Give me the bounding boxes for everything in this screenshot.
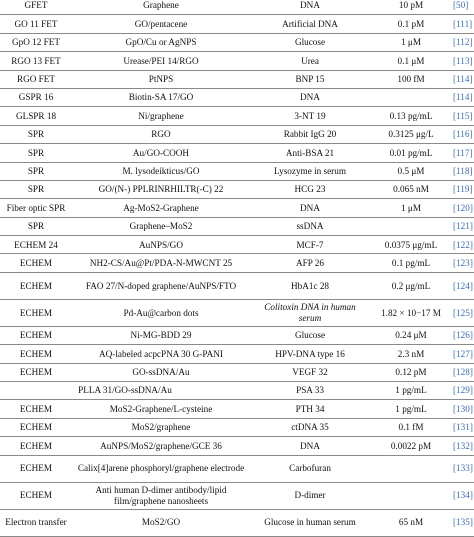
analyte-cell: Artificial DNA bbox=[250, 15, 370, 33]
table-row bbox=[0, 107, 474, 125]
lod-cell: 0.3125 μg/L bbox=[370, 125, 452, 143]
reference-link[interactable]: [130] bbox=[452, 400, 474, 418]
material-cell: GO-ssDNA/Au bbox=[72, 363, 250, 381]
method-cell: SPR bbox=[0, 125, 72, 143]
reference-link[interactable]: [133] bbox=[452, 455, 474, 482]
reference-link[interactable]: [127] bbox=[452, 345, 474, 363]
lod-cell: 100 fM bbox=[370, 70, 452, 88]
material-cell: Pd-Au@carbon dots bbox=[72, 299, 250, 326]
analyte-cell: DNA bbox=[250, 437, 370, 455]
lod-cell bbox=[370, 482, 452, 509]
method-cell: GLSPR 18 bbox=[0, 107, 72, 125]
table-row bbox=[0, 144, 474, 162]
material-cell: Graphene–MoS2 bbox=[72, 217, 250, 235]
material-cell: MoS2/graphene bbox=[72, 418, 250, 436]
lod-cell bbox=[370, 88, 452, 106]
material-cell: MoS2-Graphene/L-cysteine bbox=[72, 400, 250, 418]
analyte-cell: Rabbit IgG 20 bbox=[250, 125, 370, 143]
method-cell: GFET bbox=[0, 0, 72, 15]
method-cell: GO 11 FET bbox=[0, 15, 72, 33]
lod-cell: 1 μM bbox=[370, 199, 452, 217]
reference-link[interactable]: [123] bbox=[452, 254, 474, 272]
table-row bbox=[0, 455, 474, 482]
table-row bbox=[0, 199, 474, 217]
table-row bbox=[0, 299, 474, 326]
analyte-cell: VEGF 32 bbox=[250, 363, 370, 381]
reference-link[interactable]: [112] bbox=[452, 33, 474, 51]
lod-cell: 0.1 fM bbox=[370, 418, 452, 436]
reference-link[interactable]: [115] bbox=[452, 107, 474, 125]
analyte-cell: Anti-BSA 21 bbox=[250, 144, 370, 162]
analyte-cell: AFP 26 bbox=[250, 254, 370, 272]
analyte-cell: PTH 34 bbox=[250, 400, 370, 418]
reference-link[interactable]: [118] bbox=[452, 162, 474, 180]
material-cell: M. lysodeikticus/GO bbox=[72, 162, 250, 180]
table-row bbox=[0, 400, 474, 418]
material-cell: Biotin-SA 17/GO bbox=[72, 88, 250, 106]
reference-link[interactable]: [128] bbox=[452, 363, 474, 381]
material-cell: Ni/graphene bbox=[72, 107, 250, 125]
analyte-cell: HPV-DNA type 16 bbox=[250, 345, 370, 363]
material-cell: AuNPS/MoS2/graphene/GCE 36 bbox=[72, 437, 250, 455]
analyte-cell: Colitoxin DNA in human serum bbox=[250, 299, 370, 326]
analyte-cell: DNA bbox=[250, 199, 370, 217]
material-cell: Anti human D-dimer antibody/lipid film/graphene nanosheets bbox=[72, 482, 250, 509]
method-cell: Fiber optic SPR bbox=[0, 199, 72, 217]
lod-cell: 1 μM bbox=[370, 33, 452, 51]
lod-cell: 0.1 pg/mL bbox=[370, 254, 452, 272]
analyte-cell: Urea bbox=[250, 52, 370, 70]
lod-cell: 1 pg/mL bbox=[370, 382, 452, 400]
reference-link[interactable]: [121] bbox=[452, 217, 474, 235]
method-cell: ECHEM bbox=[0, 345, 72, 363]
table-row bbox=[0, 15, 474, 33]
method-cell: ECHEM bbox=[0, 455, 72, 482]
lod-cell: 0.065 nM bbox=[370, 180, 452, 198]
analyte-cell: Carbofuran bbox=[250, 455, 370, 482]
reference-link[interactable]: [50] bbox=[452, 0, 474, 15]
analyte-cell: 3-NT 19 bbox=[250, 107, 370, 125]
table-row bbox=[0, 363, 474, 381]
reference-link[interactable]: [132] bbox=[452, 437, 474, 455]
lod-cell: 2.3 nM bbox=[370, 345, 452, 363]
analyte-cell: Glucose bbox=[250, 33, 370, 51]
table-row bbox=[0, 125, 474, 143]
table-row bbox=[0, 162, 474, 180]
material-cell: GpO/Cu or AgNPS bbox=[72, 33, 250, 51]
reference-link[interactable]: [131] bbox=[452, 418, 474, 436]
table-row bbox=[0, 0, 474, 15]
reference-link[interactable]: [114] bbox=[452, 70, 474, 88]
method-cell: ECHEM bbox=[0, 418, 72, 436]
analyte-cell: MCF-7 bbox=[250, 236, 370, 254]
table-row bbox=[0, 418, 474, 436]
lod-cell: 0.2 μg/mL bbox=[370, 272, 452, 299]
analyte-cell: Glucose in human serum bbox=[250, 509, 370, 536]
material-cell: AuNPS/GO bbox=[72, 236, 250, 254]
method-cell: RGO 13 FET bbox=[0, 52, 72, 70]
reference-link[interactable]: [124] bbox=[452, 272, 474, 299]
lod-cell: 0.5 μM bbox=[370, 162, 452, 180]
lod-cell bbox=[370, 217, 452, 235]
method-cell: ECHEM bbox=[0, 254, 72, 272]
table-row bbox=[0, 236, 474, 254]
lod-cell: 1 pg/mL bbox=[370, 400, 452, 418]
material-cell: Graphene bbox=[72, 0, 250, 15]
table-row bbox=[0, 88, 474, 106]
lod-cell: 1.82 × 10−17 M bbox=[370, 299, 452, 326]
method-cell: GpO 12 FET bbox=[0, 33, 72, 51]
analyte-cell: DNA bbox=[250, 88, 370, 106]
table-row bbox=[0, 254, 474, 272]
reference-link[interactable]: [122] bbox=[452, 236, 474, 254]
table-row bbox=[0, 382, 474, 400]
analyte-cell: DNA bbox=[250, 0, 370, 15]
method-cell: ECHEM bbox=[0, 363, 72, 381]
analyte-cell: Glucose bbox=[250, 326, 370, 344]
lod-cell: 65 nM bbox=[370, 509, 452, 536]
lod-cell: 0.12 pM bbox=[370, 363, 452, 381]
table-row bbox=[0, 326, 474, 344]
method-cell: Electron transfer bbox=[0, 509, 72, 536]
material-cell: Urease/PEI 14/RGO bbox=[72, 52, 250, 70]
method-cell: ECHEM 24 bbox=[0, 236, 72, 254]
method-cell: ECHEM bbox=[0, 437, 72, 455]
reference-link[interactable]: [125] bbox=[452, 299, 474, 326]
method-cell: SPR bbox=[0, 144, 72, 162]
material-cell: GO/pentacene bbox=[72, 15, 250, 33]
material-cell: Ag-MoS2-Graphene bbox=[72, 199, 250, 217]
lod-cell: 10 pM bbox=[370, 0, 452, 15]
analyte-cell: ctDNA 35 bbox=[250, 418, 370, 436]
reference-link[interactable]: [113] bbox=[452, 52, 474, 70]
lod-cell: 0.01 pg/mL bbox=[370, 144, 452, 162]
material-cell: FAO 27/N-doped graphene/AuNPS/FTO bbox=[72, 272, 250, 299]
material-cell: Ni-MG-BDD 29 bbox=[72, 326, 250, 344]
lod-cell: 0.1 pM bbox=[370, 15, 452, 33]
material-cell: MoS2/GO bbox=[72, 509, 250, 536]
reference-link[interactable]: [116] bbox=[452, 125, 474, 143]
reference-link[interactable]: [135] bbox=[452, 509, 474, 536]
reference-link[interactable]: [117] bbox=[452, 144, 474, 162]
analyte-cell: PSA 33 bbox=[250, 382, 370, 400]
method-cell: SPR bbox=[0, 217, 72, 235]
reference-link[interactable]: [129] bbox=[452, 382, 474, 400]
analyte-cell: Lysozyme in serum bbox=[250, 162, 370, 180]
analyte-cell: ssDNA bbox=[250, 217, 370, 235]
analyte-cell: HbA1c 28 bbox=[250, 272, 370, 299]
lod-cell: 0.13 pg/mL bbox=[370, 107, 452, 125]
method-cell: ECHEM bbox=[0, 400, 72, 418]
lod-cell: 0.0375 μg/mL bbox=[370, 236, 452, 254]
method-cell: SPR bbox=[0, 162, 72, 180]
method-cell: ECHEM bbox=[0, 272, 72, 299]
method-cell: RGO FET bbox=[0, 70, 72, 88]
table-row bbox=[0, 180, 474, 198]
table-row bbox=[0, 345, 474, 363]
table-row bbox=[0, 70, 474, 88]
table-row bbox=[0, 437, 474, 455]
method-cell: ECHEM bbox=[0, 482, 72, 509]
material-cell: NH2-CS/Au@Pt/PDA-N-MWCNT 25 bbox=[72, 254, 250, 272]
analyte-cell: BNP 15 bbox=[250, 70, 370, 88]
table-row bbox=[0, 217, 474, 235]
analyte-cell: D-dimer bbox=[250, 482, 370, 509]
table-row bbox=[0, 482, 474, 509]
material-cell: RGO bbox=[72, 125, 250, 143]
material-cell: Calix[4]arene phosphoryl/graphene electrode bbox=[72, 455, 250, 482]
reference-link[interactable]: [120] bbox=[452, 199, 474, 217]
reference-link[interactable]: [111] bbox=[452, 15, 474, 33]
table-row bbox=[0, 509, 474, 536]
method-cell: ECHEM bbox=[0, 326, 72, 344]
table-row bbox=[0, 52, 474, 70]
material-cell: PtNPS bbox=[72, 70, 250, 88]
table-row bbox=[0, 272, 474, 299]
material-cell: Au/GO-COOH bbox=[72, 144, 250, 162]
lod-cell: 0.1 μM bbox=[370, 52, 452, 70]
lod-cell: 0.24 μM bbox=[370, 326, 452, 344]
method-cell: ECHEM bbox=[0, 299, 72, 326]
reference-link[interactable]: [134] bbox=[452, 482, 474, 509]
reference-link[interactable]: [114] bbox=[452, 88, 474, 106]
reference-link[interactable]: [126] bbox=[452, 326, 474, 344]
analyte-cell: HCG 23 bbox=[250, 180, 370, 198]
table-row bbox=[0, 33, 474, 51]
method-cell: GSPR 16 bbox=[0, 88, 72, 106]
material-cell: GO/(N-) PPLRINRHILTR(-C) 22 bbox=[72, 180, 250, 198]
method-cell: SPR bbox=[0, 180, 72, 198]
method-material-cell: PLLA 31/GO-ssDNA/Au bbox=[0, 382, 250, 400]
lod-cell bbox=[370, 455, 452, 482]
lod-cell: 0.0022 pM bbox=[370, 437, 452, 455]
material-cell: AQ-labeled acpcPNA 30 G-PANI bbox=[72, 345, 250, 363]
reference-link[interactable]: [119] bbox=[452, 180, 474, 198]
